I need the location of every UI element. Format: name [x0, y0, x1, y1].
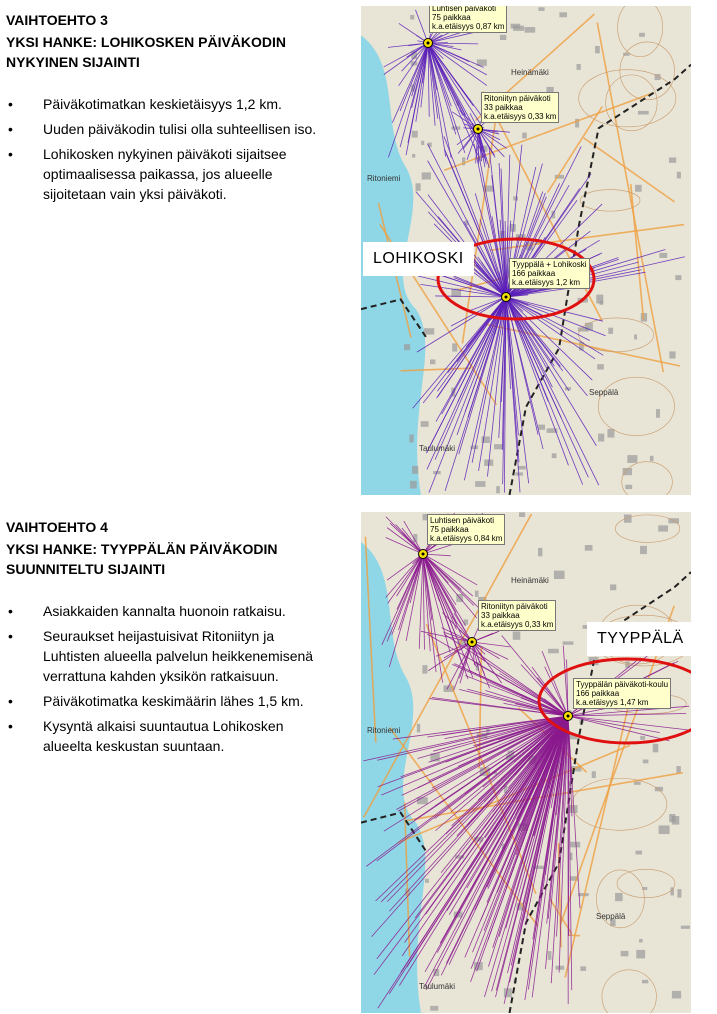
- option3-section: [0, 0, 717, 500]
- building: [552, 453, 557, 458]
- building: [675, 275, 681, 280]
- building: [513, 631, 521, 639]
- building: [653, 744, 659, 753]
- place-label: Taulumäki: [419, 982, 456, 991]
- building: [598, 434, 604, 442]
- building: [430, 1006, 438, 1011]
- option3-text: [6, 10, 351, 209]
- building: [669, 157, 676, 162]
- popup-luhtinen: Luhtisen päiväkoti 75 paikkaa k.a.etäisyys 0,84 km: [427, 514, 505, 545]
- popup-ritoniitty: Ritoniityn päiväkoti 33 paikkaa k.a.etäisyys 0,33 km: [481, 92, 559, 123]
- building: [597, 364, 604, 369]
- building: [416, 183, 421, 191]
- building: [677, 172, 681, 179]
- option4-section: [0, 508, 717, 1014]
- building: [640, 546, 647, 554]
- building: [634, 335, 637, 340]
- building: [580, 966, 586, 971]
- building: [636, 950, 645, 958]
- building: [525, 27, 536, 33]
- option3-map: [361, 6, 691, 495]
- building: [475, 481, 485, 487]
- building: [625, 485, 632, 489]
- place-label: Taulumäki: [419, 444, 456, 453]
- option4-map-graphic: [361, 512, 691, 1013]
- building: [659, 825, 670, 834]
- building: [658, 525, 668, 531]
- building: [677, 889, 681, 898]
- building: [554, 571, 565, 579]
- building: [559, 12, 567, 17]
- bullet-item: • Päiväkotimatkan keskietäisyys 1,2 km.: [6, 94, 333, 114]
- daycare-marker-dot: [422, 553, 425, 556]
- building: [519, 512, 525, 517]
- building: [569, 805, 578, 813]
- place-label: Seppälä: [596, 912, 626, 921]
- building: [608, 328, 613, 334]
- bullet-item: • Kysyntä alkaisi suuntautua Lohikosken alueelta keskustan suuntaan.: [6, 716, 333, 756]
- building: [425, 879, 429, 883]
- option4-heading: VAIHTOEHTO 4: [6, 519, 108, 535]
- building: [656, 409, 660, 418]
- daycare-marker-dot: [477, 128, 480, 131]
- building: [410, 15, 414, 20]
- option4-map: [361, 512, 691, 1013]
- option3-heading: VAIHTOEHTO 3: [6, 12, 108, 28]
- building: [563, 641, 574, 644]
- building: [548, 649, 559, 654]
- building: [422, 665, 427, 674]
- place-label: Seppälä: [589, 388, 619, 397]
- bullet-item: • Asiakkaiden kannalta huonoin ratkaisu.: [6, 601, 333, 621]
- building: [421, 141, 424, 145]
- building: [538, 7, 544, 11]
- building: [672, 991, 681, 999]
- building: [522, 133, 527, 139]
- building: [496, 486, 500, 493]
- building: [643, 760, 649, 764]
- place-label: Heinämäki: [511, 68, 549, 77]
- option4-bullet-list: [6, 601, 351, 756]
- bullet-item: • Uuden päiväkodin tulisi olla suhteellisen iso.: [6, 119, 333, 139]
- daycare-marker-dot: [567, 715, 570, 718]
- building: [430, 359, 435, 364]
- building: [670, 887, 674, 895]
- building: [548, 951, 552, 960]
- building: [635, 185, 642, 192]
- building: [538, 425, 545, 430]
- building: [412, 466, 418, 474]
- option3-subheading-line1: YKSI HANKE: LOHIKOSKEN PÄIVÄKODIN: [6, 34, 287, 50]
- building: [518, 466, 526, 470]
- daycare-marker-dot: [471, 641, 474, 644]
- daycare-marker-dot: [427, 42, 430, 45]
- option4-text: [6, 517, 351, 761]
- building: [504, 988, 512, 997]
- building: [410, 481, 417, 489]
- place-label: Heinämäki: [511, 576, 549, 585]
- building: [650, 456, 654, 461]
- building: [676, 766, 680, 773]
- tyyppala-label: TYYPPÄLÄ: [587, 622, 691, 656]
- building: [577, 64, 581, 70]
- building: [639, 939, 643, 943]
- building: [610, 584, 616, 590]
- building: [669, 351, 675, 358]
- building: [513, 196, 518, 200]
- building: [669, 814, 675, 822]
- popup-main: Tyyppälä + Lohikoski 166 paikkaa k.a.etäisyys 1,2 km: [509, 258, 590, 289]
- option3-bullet-list: [6, 94, 351, 204]
- building: [642, 980, 648, 984]
- building: [607, 429, 614, 438]
- building: [627, 455, 637, 463]
- building: [596, 295, 603, 304]
- building: [556, 966, 565, 970]
- building: [634, 782, 641, 785]
- popup-ritoniitty: Ritoniityn päiväkoti 33 paikkaa k.a.etäisyys 0,33 km: [478, 600, 556, 631]
- building: [639, 33, 645, 37]
- building: [621, 951, 629, 956]
- building: [595, 46, 600, 53]
- building: [615, 893, 623, 901]
- building: [538, 548, 542, 556]
- place-label: Ritoniemi: [367, 174, 401, 183]
- popup-luhtinen: Luhtisen päiväkoti 75 paikkaa k.a.etäisyys 0,87 km: [429, 6, 507, 33]
- building: [636, 851, 642, 855]
- option4-subheading-line1: YKSI HANKE: TYYPPÄLÄN PÄIVÄKODIN: [6, 541, 278, 557]
- building: [422, 172, 431, 179]
- building: [640, 736, 645, 740]
- building: [475, 591, 479, 597]
- option4-subheading-line2: SUUNNITELTU SIJAINTI: [6, 561, 166, 577]
- building: [412, 131, 418, 138]
- bullet-item: • Päiväkotimatka keskimäärin lähes 1,5 km.: [6, 691, 333, 711]
- building: [424, 328, 434, 334]
- building: [494, 444, 503, 449]
- popup-main: Tyyppälän päiväkoti-koulu 166 paikkaa k.a.etäisyys 1,47 km: [573, 678, 671, 709]
- place-label: Ritoniemi: [367, 726, 401, 735]
- building: [681, 926, 690, 929]
- building: [409, 434, 414, 442]
- daycare-marker-dot: [505, 296, 508, 299]
- building: [570, 842, 580, 848]
- building: [659, 253, 667, 258]
- building: [500, 35, 506, 40]
- building: [417, 797, 428, 804]
- building: [404, 344, 410, 350]
- building: [511, 24, 521, 29]
- building: [412, 154, 415, 158]
- building: [417, 724, 420, 733]
- building: [585, 545, 593, 551]
- lohikoski-label: LOHIKOSKI: [363, 242, 474, 276]
- building: [638, 111, 649, 115]
- building: [421, 421, 429, 427]
- building: [592, 771, 596, 778]
- bullet-item: • Seuraukset heijastuisivat Ritoniityn ja Luhtisten alueella palvelun heikkenemisenä verrattuna kahden yksikön ratkaisuun.: [6, 626, 333, 686]
- building: [452, 343, 457, 351]
- option3-subheading-line2: NYKYINEN SIJAINTI: [6, 54, 140, 70]
- bullet-item: • Lohikosken nykyinen päiväkoti sijaitsee optimaalisessa paikassa, jos alueelle sijoitetaan vain yksi päiväkoti.: [6, 144, 333, 204]
